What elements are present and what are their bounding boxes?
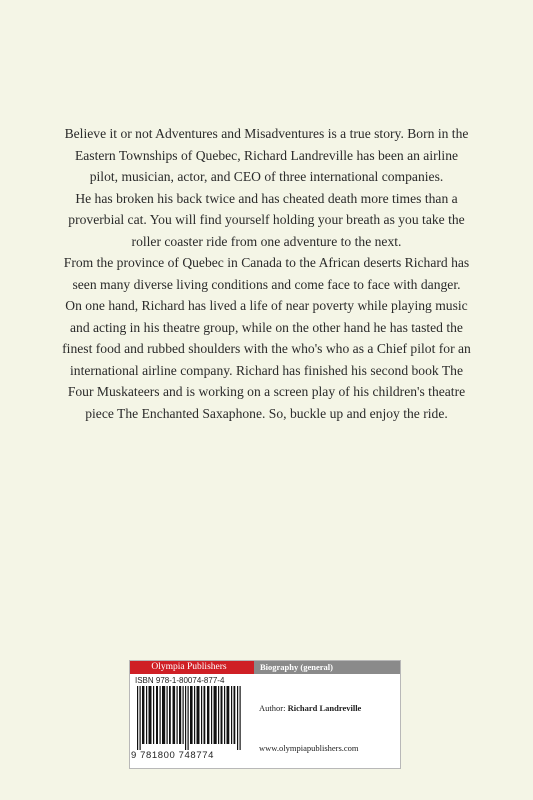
author-name: Richard Landreville [287,703,362,713]
blurb-paragraph-4: On one hand, Richard has lived a life of near poverty while playing music and acting in his theatre group, while on the other hand he has tasted the finest food and rubbed shoulders with the who's who as a Chief pilot for an international airline company. Richard has finished his second book The Four Muskateers and is working on a screen play of his children's theatre piece The Enchanted Saxaphone. So, buckle up and enjoy the ride. [62,298,471,421]
publisher-header-bar [130,661,400,674]
publisher-website: www.olympiapublishers.com [259,743,359,753]
blurb-paragraph-3: From the province of Quebec in Canada to the African deserts Richard has seen many diverse living conditions and come face to face with danger. [63,255,470,292]
author-line [259,703,361,713]
back-cover-blurb [60,123,473,424]
blurb-paragraph-2: He has broken his back twice and has cheated death more times than a proverbial cat. You will find yourself holding your breath as you take the roller coaster ride from one adventure to the next. [68,190,465,249]
publisher-name: Olympia Publishers [151,662,227,672]
blurb-paragraph-1: Believe it or not Adventures and Misadventures is a true story. Born in the Eastern Townships of Quebec, Richard Landreville has been an airline pilot, musician, actor, and CEO of three international companies. [64,126,469,184]
barcode-digits: 9 781800 748774 [131,750,214,761]
book-category: Biography (general) [254,661,400,674]
author-label: Author: [259,703,286,713]
isbn-label: ISBN 978-1-80074-877-4 [135,676,225,685]
publisher-info-box [129,660,401,769]
barcode-icon [135,686,243,750]
